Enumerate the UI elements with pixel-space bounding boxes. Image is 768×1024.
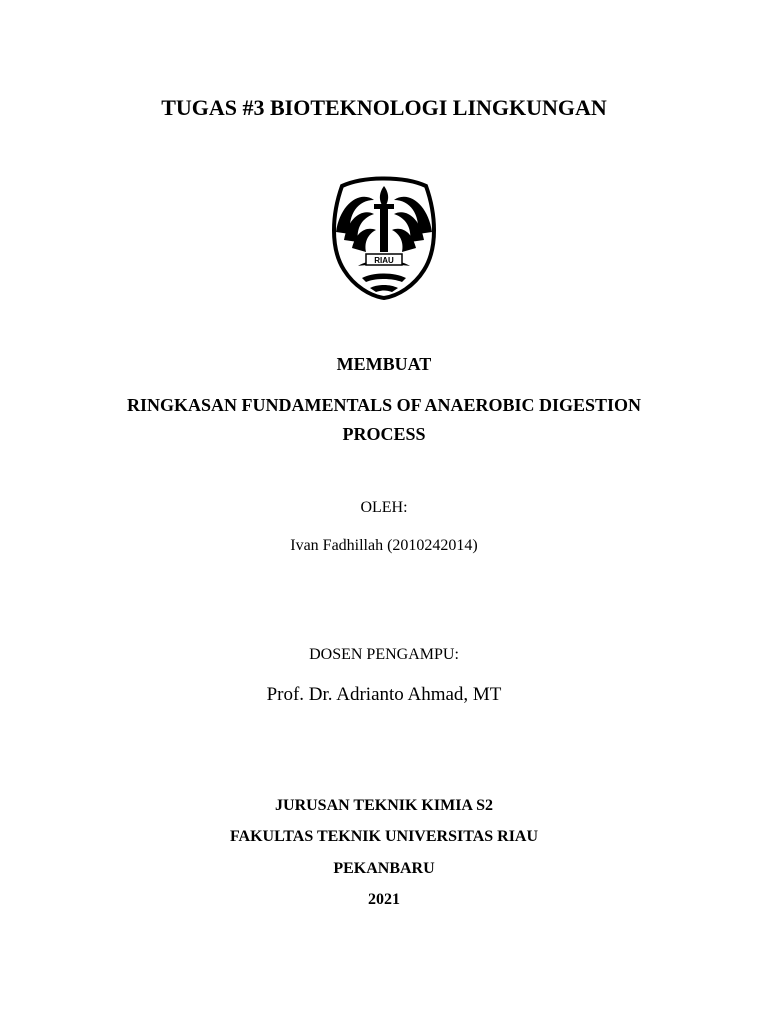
year: 2021: [368, 891, 400, 908]
author-label: OLEH:: [360, 499, 408, 516]
logo-text: RIAU: [374, 256, 394, 265]
lecturer-name: Prof. Dr. Adrianto Ahmad, MT: [266, 684, 502, 705]
author-name: Ivan Fadhillah (2010242014): [290, 537, 478, 554]
faculty: FAKULTAS TEKNIK UNIVERSITAS RIAU: [229, 828, 539, 845]
lecturer-label: DOSEN PENGAMPU:: [309, 646, 459, 663]
subtitle-line-2: PROCESS: [342, 424, 426, 444]
assignment-type: MEMBUAT: [336, 354, 432, 374]
document-title: TUGAS #3 BIOTEKNOLOGI LINGKUNGAN: [161, 95, 607, 120]
university-crest-icon: [322, 174, 446, 302]
city: PEKANBARU: [333, 860, 435, 877]
department: JURUSAN TEKNIK KIMIA S2: [275, 797, 493, 814]
subtitle-line-1: RINGKASAN FUNDAMENTALS OF ANAEROBIC DIGESTION: [126, 395, 642, 415]
